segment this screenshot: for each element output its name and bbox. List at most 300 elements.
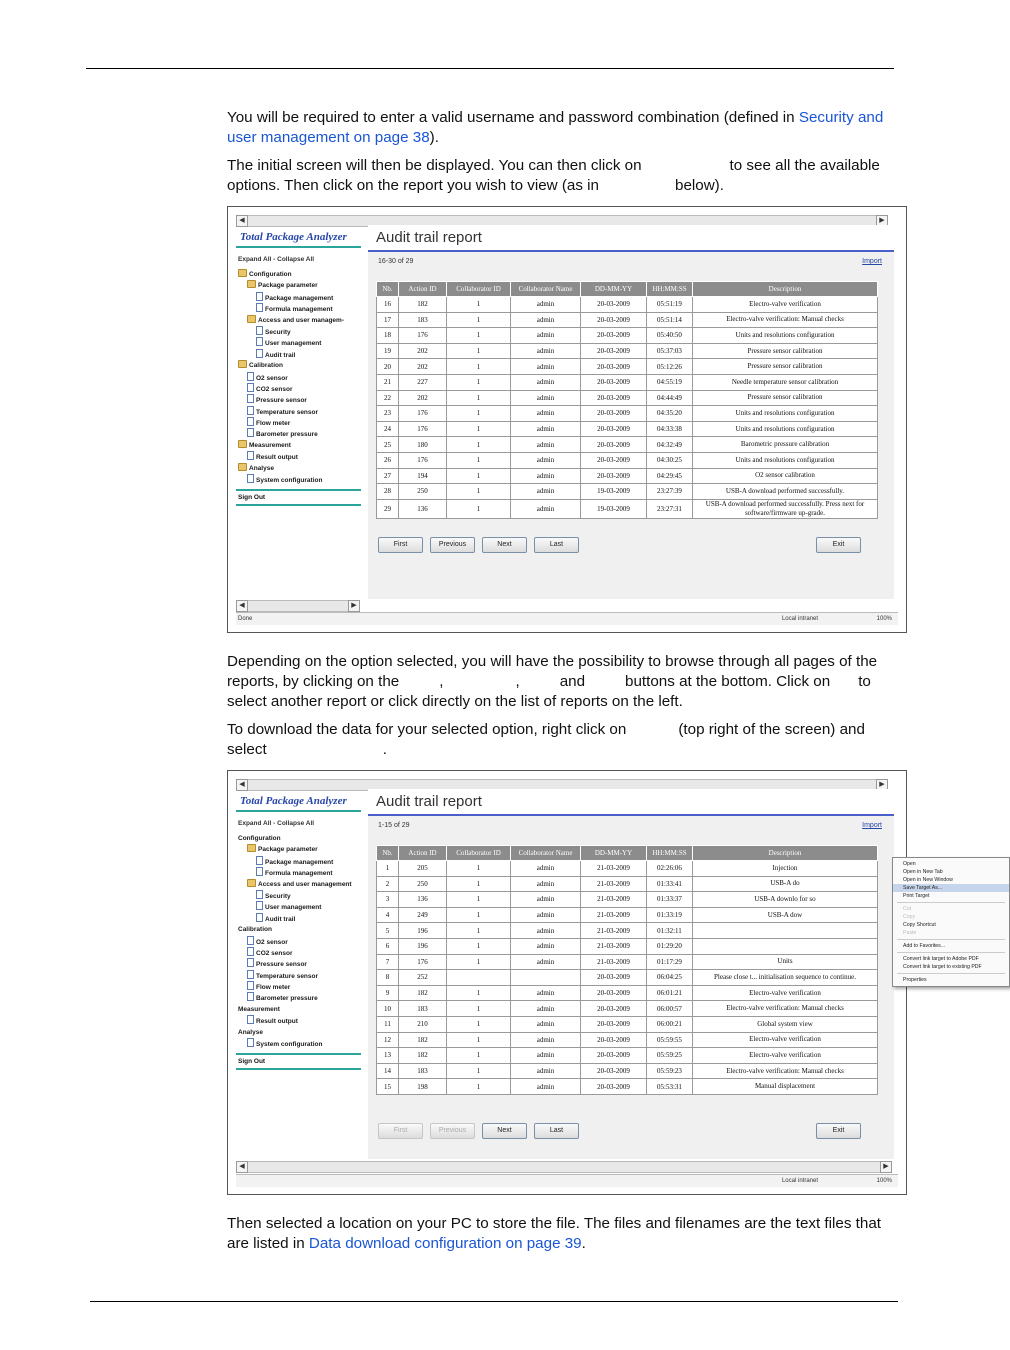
tree-item-label: O2 sensor <box>256 938 288 946</box>
audit-table <box>376 845 878 1095</box>
table-cell: 1 <box>447 1032 511 1048</box>
tree-item-label: O2 sensor <box>256 374 288 382</box>
tree-item-label: Access and user managem- <box>258 316 344 324</box>
table-cell: 180 <box>399 437 447 453</box>
tree-item[interactable] <box>236 428 361 439</box>
table-cell: 202 <box>399 343 447 359</box>
page-icon <box>256 901 263 910</box>
table-cell: 13 <box>377 1048 399 1064</box>
table-row <box>377 437 878 453</box>
tree-item[interactable] <box>236 981 361 992</box>
folder-icon <box>238 269 247 277</box>
table-cell: 249 <box>399 907 447 923</box>
table-cell: 1 <box>447 359 511 375</box>
tree-item-label: Package management <box>265 858 334 866</box>
page-icon <box>256 337 263 346</box>
folder-icon <box>238 440 247 448</box>
tree-item-label: Configuration <box>238 835 281 842</box>
paragraph-login: You will be required to enter a valid username and password combination (defined in Security and user management on page 38). <box>227 109 884 146</box>
scroll-right-icon[interactable]: ▶ <box>348 600 360 612</box>
table-cell: 06:00:21 <box>647 1016 693 1032</box>
table-cell: 7 <box>377 954 399 970</box>
column-header[interactable]: Description <box>693 846 878 861</box>
table-cell: admin <box>511 452 581 468</box>
table-cell: Units <box>693 954 878 970</box>
tree-item[interactable] <box>236 315 361 326</box>
tree-item-label: Analyse <box>238 1028 263 1036</box>
tree-item[interactable] <box>236 383 361 394</box>
column-header[interactable]: HH:MM:SS <box>647 846 693 861</box>
import-link[interactable]: Import <box>862 822 882 829</box>
table-cell: 05:59:23 <box>647 1063 693 1079</box>
expand-collapse-link[interactable]: Expand All - Collapse All <box>238 820 315 827</box>
table-cell: 20-03-2009 <box>581 406 647 422</box>
status-bar <box>236 612 898 625</box>
table-cell: 05:40:50 <box>647 328 693 344</box>
table-cell: Electro-valve verification <box>693 297 878 313</box>
table-cell: 21-03-2009 <box>581 907 647 923</box>
context-menu-item[interactable]: Open in New Window <box>903 877 953 883</box>
table-cell: Needle temperature sensor calibration <box>693 374 878 390</box>
sidebar <box>236 227 361 599</box>
table-cell: 1 <box>447 343 511 359</box>
column-header[interactable]: Description <box>693 282 878 297</box>
sign-out-link[interactable]: Sign Out <box>236 1053 361 1070</box>
table-cell: 20-03-2009 <box>581 452 647 468</box>
table-cell: 1 <box>447 437 511 453</box>
table-cell: 202 <box>399 390 447 406</box>
table-cell: 1 <box>447 452 511 468</box>
table-cell: 20-03-2009 <box>581 437 647 453</box>
exit-button[interactable]: Exit <box>816 1123 861 1139</box>
table-cell: O2 sensor calibration <box>693 468 878 484</box>
tree-item-label: Security <box>265 328 291 336</box>
table-cell: 04:33:38 <box>647 421 693 437</box>
tree-item[interactable] <box>236 326 361 337</box>
table-cell: 23:27:39 <box>647 484 693 500</box>
scroll-left-icon[interactable]: ◀ <box>236 600 248 612</box>
menu-separator <box>897 973 1005 974</box>
exit-button[interactable]: Exit <box>816 537 861 553</box>
column-header[interactable]: Collaborator ID <box>447 282 511 297</box>
record-count: 16-30 of 29 <box>378 258 414 265</box>
context-menu-item[interactable]: Save Target As... <box>893 884 1009 892</box>
page-icon <box>247 394 254 403</box>
tree-item[interactable] <box>236 394 361 405</box>
table-cell: 04:55:19 <box>647 374 693 390</box>
tree-item[interactable] <box>236 947 361 958</box>
table-cell: 1 <box>447 892 511 908</box>
tree-item[interactable] <box>236 280 361 291</box>
table-cell: USB-A download performed successfully. <box>693 484 878 500</box>
table-header-row <box>377 282 878 297</box>
page-icon <box>256 856 263 865</box>
table-cell: admin <box>511 390 581 406</box>
table-row <box>377 876 878 892</box>
table-cell: admin <box>511 861 581 877</box>
table-cell: Pressure sensor calibration <box>693 343 878 359</box>
tree-item[interactable] <box>236 844 361 855</box>
scroll-right-icon[interactable]: ▶ <box>880 1161 892 1173</box>
scroll-right-icon[interactable]: ▶ <box>876 779 888 791</box>
table-cell: 1 <box>447 938 511 954</box>
table-cell: 1 <box>447 1001 511 1017</box>
table-cell: 1 <box>447 1079 511 1095</box>
table-cell: admin <box>511 359 581 375</box>
tree-item[interactable] <box>236 901 361 912</box>
table-cell: 01:32:11 <box>647 923 693 939</box>
table-cell: 05:51:14 <box>647 312 693 328</box>
column-header[interactable]: Action ID <box>399 282 447 297</box>
tree-item-label: Measurement <box>249 441 291 449</box>
tree-item[interactable] <box>236 958 361 969</box>
folder-icon <box>238 360 247 368</box>
table-cell: 9 <box>377 985 399 1001</box>
folder-icon <box>247 280 256 288</box>
table-cell: 20-03-2009 <box>581 297 647 313</box>
table-cell: admin <box>511 892 581 908</box>
table-cell: 183 <box>399 1063 447 1079</box>
table-cell: admin <box>511 406 581 422</box>
screenshot-audit-trail-page2 <box>227 206 907 633</box>
table-cell: 10 <box>377 1001 399 1017</box>
import-link[interactable]: Import <box>862 258 882 265</box>
table-cell: 20-03-2009 <box>581 1001 647 1017</box>
table-cell: 202 <box>399 359 447 375</box>
tree-item[interactable] <box>236 856 361 867</box>
table-cell: 1 <box>447 328 511 344</box>
context-menu-item[interactable]: Cut <box>903 906 912 912</box>
expand-collapse-link[interactable]: Expand All - Collapse All <box>238 256 315 263</box>
tree-item[interactable] <box>236 913 361 924</box>
tree-item[interactable] <box>236 269 361 280</box>
header-rule <box>86 68 894 69</box>
table-cell: admin <box>511 312 581 328</box>
table-cell: 28 <box>377 484 399 500</box>
table-cell: 1 <box>447 312 511 328</box>
tree-item[interactable] <box>236 992 361 1003</box>
table-cell: 06:04:25 <box>647 970 693 986</box>
table-cell: 182 <box>399 985 447 1001</box>
table-cell: 20-03-2009 <box>581 421 647 437</box>
table-cell: 06:01:21 <box>647 985 693 1001</box>
first-button[interactable]: First <box>378 1123 423 1139</box>
tree-item[interactable] <box>236 417 361 428</box>
page-icon <box>247 958 254 967</box>
page-icon <box>256 303 263 312</box>
context-menu-item[interactable]: Open in New Tab <box>903 869 943 875</box>
last-button[interactable]: Last <box>534 1123 579 1139</box>
page-icon <box>247 417 254 426</box>
table-cell: admin <box>511 484 581 500</box>
table-cell: 182 <box>399 297 447 313</box>
table-row <box>377 484 878 500</box>
table-cell: 26 <box>377 452 399 468</box>
column-header[interactable]: Nb. <box>377 282 399 297</box>
context-menu-item[interactable]: Copy <box>903 914 916 920</box>
tree-item[interactable] <box>236 970 361 981</box>
table-cell: admin <box>511 1079 581 1095</box>
tree-item-label: Measurement <box>238 1005 280 1013</box>
table-cell: 27 <box>377 468 399 484</box>
tree-item[interactable] <box>236 292 361 303</box>
tree-item[interactable] <box>236 463 361 474</box>
paragraph-download: To download the data for your selected option, right click on (top right of the screen) and select . <box>227 721 865 758</box>
menu-separator <box>897 939 1005 940</box>
table-cell: 1 <box>447 907 511 923</box>
last-button[interactable]: Last <box>534 537 579 553</box>
tree-item-label: Access and user management <box>258 880 352 888</box>
tree-item[interactable] <box>236 1038 361 1049</box>
outro-text <box>227 1214 907 1254</box>
table-cell: 05:37:03 <box>647 343 693 359</box>
tree-item[interactable] <box>236 360 361 371</box>
table-cell: 1 <box>447 1048 511 1064</box>
table-cell: Injection <box>693 861 878 877</box>
page-icon <box>256 867 263 876</box>
tree-item[interactable] <box>236 924 361 935</box>
table-cell: 19 <box>377 343 399 359</box>
next-button[interactable]: Next <box>482 1123 527 1139</box>
tree-item[interactable] <box>236 303 361 314</box>
table-row <box>377 421 878 437</box>
table-cell: 05:59:55 <box>647 1032 693 1048</box>
table-cell: admin <box>511 499 581 518</box>
table-cell: 20-03-2009 <box>581 985 647 1001</box>
table-cell: Electro-valve verification <box>693 1032 878 1048</box>
table-cell: 05:51:19 <box>647 297 693 313</box>
status-text: Done <box>238 616 253 622</box>
column-header[interactable]: Collaborator Name <box>511 846 581 861</box>
tree-item[interactable] <box>236 1015 361 1026</box>
tree-item-label: Flow meter <box>256 420 291 428</box>
table-row <box>377 374 878 390</box>
page-icon <box>247 970 254 979</box>
table-row <box>377 406 878 422</box>
scroll-left-icon[interactable]: ◀ <box>236 779 248 791</box>
tree-item[interactable] <box>236 1027 361 1038</box>
table-cell: 136 <box>399 499 447 518</box>
tree-item[interactable] <box>236 451 361 462</box>
table-cell: 21-03-2009 <box>581 923 647 939</box>
paragraph-initial-screen: The initial screen will then be displayed. You can then click on to see all the available options. Then click on the report you wish to view (as in below). <box>227 157 880 194</box>
tree-item-label: CO2 sensor <box>256 949 293 957</box>
table-cell: 18 <box>377 328 399 344</box>
folder-icon <box>247 844 256 852</box>
context-menu-item[interactable]: Copy Shortcut <box>903 922 936 928</box>
scroll-right-icon[interactable]: ▶ <box>876 215 888 227</box>
table-row <box>377 328 878 344</box>
report-content <box>368 225 894 599</box>
page-icon <box>256 349 263 358</box>
tree-item-label: Analyse <box>249 464 274 472</box>
table-cell: 05:59:25 <box>647 1048 693 1064</box>
report-title: Audit trail report <box>368 789 894 816</box>
column-header[interactable]: Collaborator ID <box>447 846 511 861</box>
column-header[interactable]: HH:MM:SS <box>647 282 693 297</box>
column-header[interactable]: Collaborator Name <box>511 282 581 297</box>
table-cell: 19-03-2009 <box>581 484 647 500</box>
table-row <box>377 297 878 313</box>
table-cell: 04:44:49 <box>647 390 693 406</box>
context-menu-item[interactable]: Convert link target to Adobe PDF <box>903 956 979 962</box>
table-cell: Units and resolutions configuration <box>693 406 878 422</box>
column-header[interactable]: DD-MM-YY <box>581 282 647 297</box>
table-cell: 04:32:49 <box>647 437 693 453</box>
page-icon <box>256 326 263 335</box>
tree-item-label: Flow meter <box>256 984 291 992</box>
tree-item-label: Pressure sensor <box>256 397 307 405</box>
sidebar <box>236 791 361 1159</box>
intro-text <box>227 108 907 196</box>
tree-item[interactable] <box>236 867 361 878</box>
table-row <box>377 861 878 877</box>
context-menu-item[interactable]: Print Target <box>903 893 930 899</box>
tree-item-label: System configuration <box>256 477 323 485</box>
table-row <box>377 390 878 406</box>
tree-item[interactable] <box>236 372 361 383</box>
sidebar-scrollbar[interactable] <box>236 600 360 612</box>
table-cell: 11 <box>377 1016 399 1032</box>
next-button[interactable]: Next <box>482 537 527 553</box>
table-cell: 02:26:06 <box>647 861 693 877</box>
table-cell: Barometric pressure calibration <box>693 437 878 453</box>
first-button[interactable]: First <box>378 537 423 553</box>
data-download-link[interactable]: Data download configuration on page 39 <box>308 1235 582 1252</box>
column-header[interactable]: DD-MM-YY <box>581 846 647 861</box>
table-cell: 12 <box>377 1032 399 1048</box>
table-cell: 183 <box>399 312 447 328</box>
context-menu-item[interactable]: Convert link target to existing PDF <box>903 964 982 970</box>
tree-item-label: CO2 sensor <box>256 385 293 393</box>
zoom-level[interactable]: 100% <box>876 1178 892 1184</box>
table-cell: 4 <box>377 907 399 923</box>
page-icon <box>256 292 263 301</box>
table-cell: Electro-valve verification: Manual checks <box>693 312 878 328</box>
table-row <box>377 1079 878 1095</box>
table-row <box>377 1016 878 1032</box>
table-cell: USB-A do <box>693 876 878 892</box>
table-cell: 21-03-2009 <box>581 861 647 877</box>
context-menu-item[interactable]: Add to Favorites... <box>903 943 946 949</box>
report-meta <box>368 816 894 834</box>
table-cell: Pressure sensor calibration <box>693 390 878 406</box>
tree-item-label: System configuration <box>256 1041 323 1049</box>
tree-item[interactable] <box>236 406 361 417</box>
tree-item[interactable] <box>236 890 361 901</box>
page-icon <box>256 890 263 899</box>
context-menu-item[interactable]: Properties <box>903 977 927 983</box>
table-cell: 176 <box>399 421 447 437</box>
table-cell: 05:53:31 <box>647 1079 693 1095</box>
tree-item[interactable] <box>236 936 361 947</box>
table-cell: admin <box>511 374 581 390</box>
table-cell: 21-03-2009 <box>581 876 647 892</box>
table-cell: 1 <box>447 374 511 390</box>
table-cell: 194 <box>399 468 447 484</box>
column-header[interactable]: Action ID <box>399 846 447 861</box>
table-cell: 1 <box>447 468 511 484</box>
tree-item[interactable] <box>236 337 361 348</box>
menu-separator <box>897 952 1005 953</box>
sign-out-link[interactable]: Sign Out <box>236 489 361 506</box>
table-row <box>377 985 878 1001</box>
table-cell: 04:29:45 <box>647 468 693 484</box>
table-cell: 22 <box>377 390 399 406</box>
scroll-left-icon[interactable]: ◀ <box>236 215 248 227</box>
tree-item[interactable] <box>236 1004 361 1015</box>
scroll-left-icon[interactable]: ◀ <box>236 1161 248 1173</box>
zoom-level[interactable]: 100% <box>876 616 892 622</box>
table-row <box>377 970 878 986</box>
table-row <box>377 1048 878 1064</box>
previous-button[interactable]: Previous <box>430 1123 475 1139</box>
table-cell: admin <box>511 954 581 970</box>
table-cell: 15 <box>377 1079 399 1095</box>
report-tree <box>236 269 361 485</box>
table-cell: 198 <box>399 1079 447 1095</box>
table-cell: 21-03-2009 <box>581 892 647 908</box>
brand-logo: Total Package Analyzer <box>236 227 361 248</box>
table-cell: 20-03-2009 <box>581 328 647 344</box>
table-cell: 1 <box>447 297 511 313</box>
table-cell: 20-03-2009 <box>581 1032 647 1048</box>
table-cell: admin <box>511 1048 581 1064</box>
folder-icon <box>247 879 256 887</box>
tree-item-label: Package parameter <box>258 846 318 854</box>
context-menu-item[interactable]: Paste <box>903 930 917 936</box>
table-row <box>377 359 878 375</box>
paragraph-browse: Depending on the option selected, you will have the possibility to browse through all pages of the reports, by clicking on the , , and buttons at the bottom. Click on to select another report or click directly on the list of reports on the left. <box>227 653 878 710</box>
page-icon <box>247 451 254 460</box>
tree-item[interactable] <box>236 833 361 844</box>
tree-item[interactable] <box>236 879 361 890</box>
table-row <box>377 343 878 359</box>
tree-item[interactable] <box>236 440 361 451</box>
table-cell: 196 <box>399 938 447 954</box>
tree-item-label: Security <box>265 892 291 900</box>
tree-item-label: Result output <box>256 454 298 462</box>
column-header[interactable]: Nb. <box>377 846 399 861</box>
table-cell: 01:29:20 <box>647 938 693 954</box>
table-cell: 1 <box>447 390 511 406</box>
table-cell: 24 <box>377 421 399 437</box>
table-cell: 25 <box>377 437 399 453</box>
previous-button[interactable]: Previous <box>430 537 475 553</box>
table-cell: 227 <box>399 374 447 390</box>
tree-item[interactable] <box>236 349 361 360</box>
security-link[interactable]: Security and user management on page 38 <box>227 109 884 146</box>
table-cell: 23:27:31 <box>647 499 693 518</box>
table-cell: 252 <box>399 970 447 986</box>
table-cell: 1 <box>447 484 511 500</box>
tree-item[interactable] <box>236 474 361 485</box>
table-cell: 1 <box>377 861 399 877</box>
page-icon <box>247 428 254 437</box>
zone-label: Local intranet <box>781 1178 818 1184</box>
bottom-scrollbar[interactable] <box>236 1161 892 1173</box>
table-cell: USB-A download performed successfully. Press next for software/firmware up-grade. <box>693 499 878 518</box>
tree-item-label: Audit trail <box>265 351 296 359</box>
table-cell: 20-03-2009 <box>581 1048 647 1064</box>
table-cell: 1 <box>447 421 511 437</box>
table-cell: 1 <box>447 1063 511 1079</box>
table-cell: admin <box>511 1001 581 1017</box>
table-cell: 01:33:37 <box>647 892 693 908</box>
table-cell: 176 <box>399 406 447 422</box>
table-cell: 1 <box>447 406 511 422</box>
context-menu-item[interactable]: Open <box>903 861 916 867</box>
